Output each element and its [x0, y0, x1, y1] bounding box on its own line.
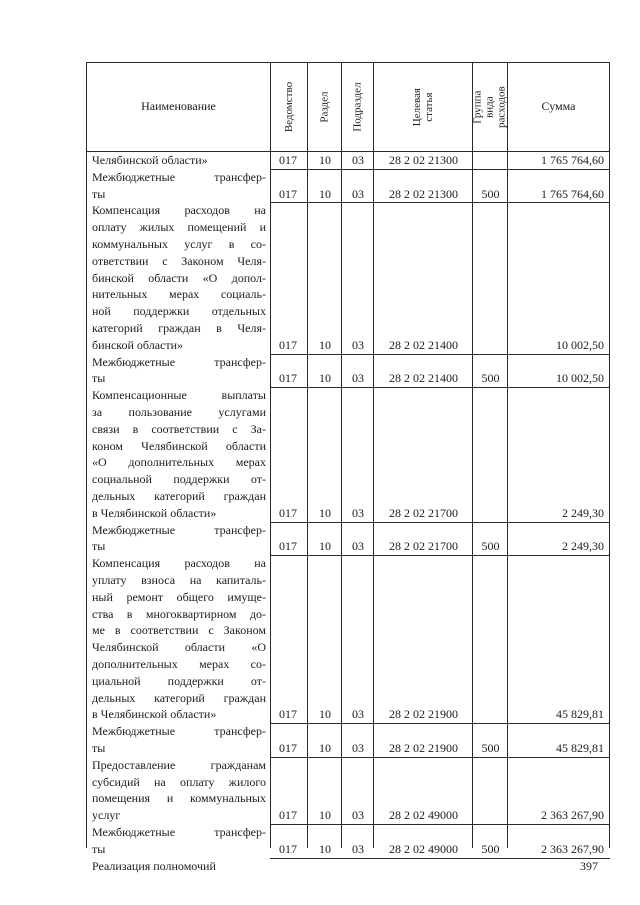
row-razdel: 10 — [319, 337, 331, 352]
row-celevaya: 28 2 02 49000 — [389, 808, 458, 823]
row-vedomstvo: 017 — [279, 841, 297, 856]
row-name-line: ты — [92, 539, 106, 554]
row-summa: 2 363 267,90 — [541, 841, 604, 856]
row-gruppa: 500 — [481, 841, 500, 856]
row-name-line: ты — [92, 740, 106, 755]
header-vedomstvo-text: Ведомство — [282, 81, 295, 133]
row-podrazdel: 03 — [352, 371, 364, 386]
row-summa: 45 829,81 — [556, 707, 604, 722]
row-celevaya: 28 2 02 21400 — [389, 337, 458, 352]
row-gruppa: 500 — [481, 371, 500, 386]
row-name-line: циальной поддержки от- — [92, 673, 266, 688]
row-summa: 2 249,30 — [562, 539, 604, 554]
row-name-line: уплату взноса на капиталь- — [92, 572, 266, 587]
row-razdel: 10 — [319, 539, 331, 554]
row-summa: 1 765 764,60 — [541, 153, 604, 167]
row-name-line: Реализация полномочий — [92, 858, 216, 873]
row-celevaya: 28 2 02 49000 — [389, 841, 458, 856]
row-summa: 10 002,50 — [556, 371, 604, 386]
row-name-line: оплату жилых помещений и — [92, 220, 266, 235]
row-podrazdel: 03 — [352, 707, 364, 722]
row-name — [92, 387, 266, 521]
row-name-line: дельных категорий граждан — [92, 488, 266, 503]
row-podrazdel: 03 — [352, 186, 364, 201]
row-celevaya: 28 2 02 21900 — [389, 740, 458, 755]
row-name — [92, 858, 266, 875]
row-summa: 2 363 267,90 — [541, 808, 604, 823]
row-gruppa: 500 — [481, 740, 500, 755]
row-razdel: 10 — [319, 505, 331, 520]
row-name — [92, 824, 266, 858]
row-name-line: услуг — [92, 808, 121, 823]
row-summa: 10 002,50 — [556, 337, 604, 352]
row-name-line: ты — [92, 371, 106, 386]
header-podrazdel — [342, 63, 373, 151]
row-name-line: коном Челябинской области — [92, 438, 266, 453]
table-row — [0, 169, 640, 203]
row-name-line: ты — [92, 841, 106, 856]
row-name — [92, 152, 266, 169]
table-row — [0, 354, 640, 388]
header-gruppa-text: Группа вида расходов — [471, 86, 509, 128]
page-number: 397 — [580, 859, 598, 873]
row-name-line: коммунальных услуг в со- — [92, 236, 266, 251]
row-vedomstvo: 017 — [279, 740, 297, 755]
header-podrazdel-text: Подраздел — [351, 82, 364, 132]
header-celevaya-text: Целевая статья — [410, 87, 435, 127]
table-row — [0, 387, 640, 521]
row-name-line: дополнительных мерах со- — [92, 656, 266, 671]
header-vedomstvo — [271, 63, 307, 151]
row-name — [92, 354, 266, 388]
header-razdel — [308, 63, 341, 151]
row-name-line: в Челябинской области» — [92, 505, 217, 520]
row-name-line: ме в соответствии с Законом — [92, 623, 266, 638]
row-podrazdel: 03 — [352, 539, 364, 554]
row-name-line: связи в соответствии с За- — [92, 421, 266, 436]
row-name-line: нительных мерах социаль- — [92, 287, 266, 302]
table-row — [0, 152, 640, 169]
row-vedomstvo: 017 — [279, 808, 297, 823]
row-name-line: бинской области» — [92, 337, 184, 352]
row-podrazdel: 03 — [352, 808, 364, 823]
row-summa: 45 829,81 — [556, 740, 604, 755]
row-razdel: 10 — [319, 740, 331, 755]
row-name-line: Компенсационные выплаты — [92, 388, 266, 403]
row-name — [92, 202, 266, 353]
row-podrazdel: 03 — [352, 740, 364, 755]
row-name-line: «О дополнительных мерах — [92, 455, 266, 470]
row-gruppa: 500 — [481, 539, 500, 554]
header-name — [87, 63, 270, 151]
row-name-line: ной поддержки отдельных — [92, 304, 266, 319]
table-row — [0, 555, 640, 723]
row-celevaya: 28 2 02 21700 — [389, 505, 458, 520]
header-summa-text: Сумма — [541, 99, 576, 114]
header-gruppa — [473, 63, 507, 151]
row-name-line: субсидий на оплату жилого — [92, 774, 266, 789]
row-name-line: Предоставление гражданам — [92, 757, 266, 772]
row-name — [92, 522, 266, 556]
header-summa — [508, 63, 609, 151]
row-name-line: за пользование услугами — [92, 404, 266, 419]
row-celevaya: 28 2 02 21400 — [389, 371, 458, 386]
row-podrazdel: 03 — [352, 153, 364, 167]
row-razdel: 10 — [319, 841, 331, 856]
row-vedomstvo: 017 — [279, 186, 297, 201]
row-vedomstvo: 017 — [279, 707, 297, 722]
row-name-line: в Челябинской области» — [92, 707, 217, 722]
row-name-line: ства в многоквартирном до- — [92, 606, 266, 621]
row-summa: 2 249,30 — [562, 505, 604, 520]
row-razdel: 10 — [319, 808, 331, 823]
row-name-line: категорий граждан в Челя- — [92, 320, 266, 335]
row-name-line: Межбюджетные трансфер- — [92, 724, 266, 739]
row-name-line: Межбюджетные трансфер- — [92, 169, 266, 184]
row-name-line: бинской области «О допол- — [92, 270, 266, 285]
row-vedomstvo: 017 — [279, 337, 297, 352]
table-row — [0, 824, 640, 858]
row-razdel: 10 — [319, 153, 331, 167]
row-name-line: Межбюджетные трансфер- — [92, 354, 266, 369]
row-gruppa: 500 — [481, 186, 500, 201]
row-razdel: 10 — [319, 707, 331, 722]
row-name-line: Компенсация расходов на — [92, 203, 266, 218]
table-row — [0, 757, 640, 824]
row-name-line: ответствии с Законом Челя- — [92, 253, 266, 268]
row-vedomstvo: 017 — [279, 153, 297, 167]
row-name-line: социальной поддержки от- — [92, 472, 266, 487]
row-name-line: ты — [92, 186, 106, 201]
row-name — [92, 169, 266, 203]
row-name — [92, 723, 266, 757]
header-razdel-text: Раздел — [318, 91, 331, 123]
row-vedomstvo: 017 — [279, 539, 297, 554]
header-name-text: Наименование — [141, 99, 216, 114]
row-name-line: Межбюджетные трансфер- — [92, 825, 266, 839]
header-celevaya — [374, 63, 472, 151]
row-name-line: ный ремонт общего имуще- — [92, 589, 266, 604]
row-podrazdel: 03 — [352, 505, 364, 520]
table-row — [0, 723, 640, 757]
row-celevaya: 28 2 02 21300 — [389, 186, 458, 201]
row-name-line: Челябинской области «О — [92, 640, 266, 655]
row-celevaya: 28 2 02 21700 — [389, 539, 458, 554]
row-name — [92, 555, 266, 723]
row-name-line: Межбюджетные трансфер- — [92, 522, 266, 537]
table-row — [0, 522, 640, 556]
row-name — [92, 757, 266, 824]
row-podrazdel: 03 — [352, 841, 364, 856]
row-name-line: Челябинской области» — [92, 153, 208, 167]
row-podrazdel: 03 — [352, 337, 364, 352]
row-name-line: дельных категорий граждан — [92, 690, 266, 705]
row-celevaya: 28 2 02 21300 — [389, 153, 458, 167]
row-name-line: Компенсация расходов на — [92, 556, 266, 571]
row-celevaya: 28 2 02 21900 — [389, 707, 458, 722]
row-vedomstvo: 017 — [279, 371, 297, 386]
row-summa: 1 765 764,60 — [541, 186, 604, 201]
row-vedomstvo: 017 — [279, 505, 297, 520]
table-row — [0, 202, 640, 353]
row-razdel: 10 — [319, 186, 331, 201]
row-name-line: помещения и коммунальных — [92, 791, 266, 806]
table-row — [0, 858, 640, 875]
row-razdel: 10 — [319, 371, 331, 386]
